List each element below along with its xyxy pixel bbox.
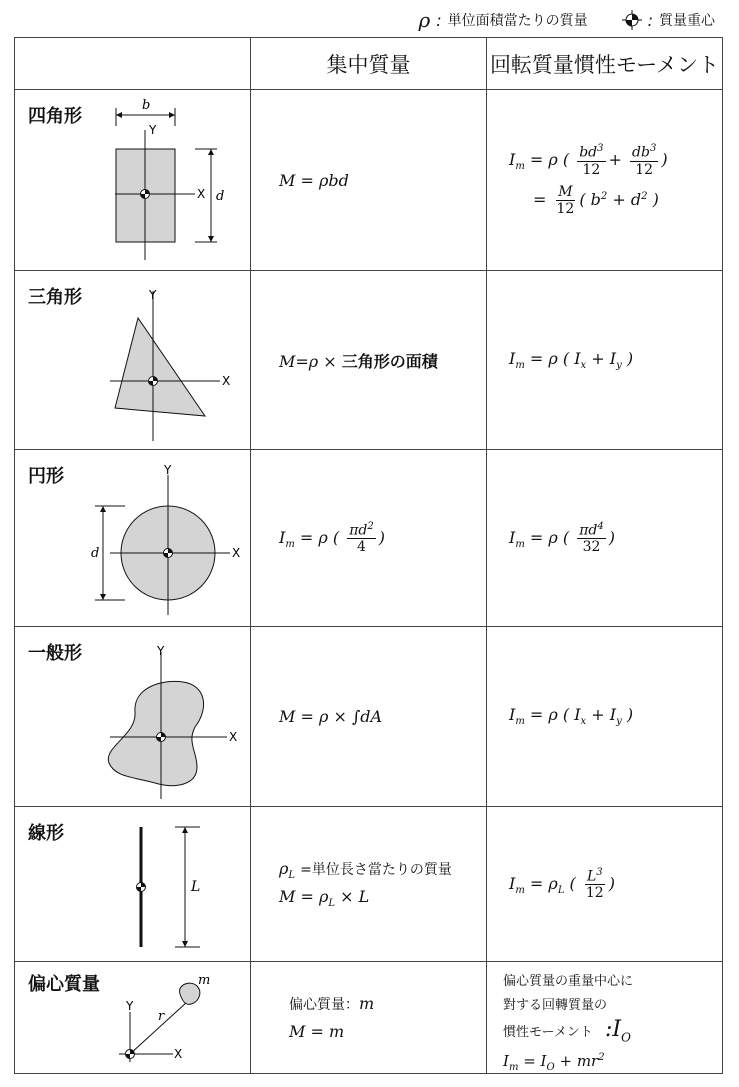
shape-cell xyxy=(15,627,251,807)
legend-colon: : xyxy=(436,10,442,30)
concentrated-mass-cell: 偏心質量：m M = m xyxy=(251,962,487,1074)
table-row xyxy=(15,271,723,450)
shape-cell xyxy=(15,90,251,271)
rotational-inertia-cell: $I_m = \rho$ ( $\frac{\pi d^4}{32}$ ) xyxy=(487,450,723,627)
general-shape-figure xyxy=(15,627,251,807)
line-figure xyxy=(15,807,251,962)
dim-L: L xyxy=(191,879,201,895)
shape-name: 三角形 xyxy=(28,287,82,308)
svg-text:Y: Y xyxy=(126,999,134,1013)
header-blank xyxy=(15,38,251,90)
shape-cell xyxy=(15,450,251,627)
eccentric-line-3: 慣性モーメント xyxy=(503,1025,593,1040)
dim-b: b xyxy=(142,98,151,113)
dim-m: m xyxy=(198,973,211,988)
header-row xyxy=(15,38,723,90)
rotational-inertia-cell: $I_m = \rho$ ( $I_x + I_y$ ) xyxy=(487,627,723,807)
concentrated-mass-cell: M = ρbd xyxy=(251,90,487,271)
shape-name: 四角形 xyxy=(28,106,82,127)
concentrated-mass-cell: M=ρ × 三角形の面積 xyxy=(251,271,487,450)
legend-centroid-text: 質量重心 xyxy=(659,13,715,29)
dim-d: d xyxy=(91,546,100,561)
svg-text:Y: Y xyxy=(149,123,157,137)
shape-cell xyxy=(15,807,251,962)
svg-text:X: X xyxy=(197,187,206,201)
rotational-inertia-cell: $I_m = \rho$ ( $I_x + I_y$ ) xyxy=(487,271,723,450)
rotational-inertia-cell: $I_m = \rho$ ( $\frac{bd^3}{12}$ + $\frac{db^3}{12}$ ) = $\frac{M}{12}$ ( $b^2 + d^2$ ) xyxy=(487,90,723,271)
legend-rho-text: 単位面積當たりの質量 xyxy=(447,13,588,29)
svg-text:X: X xyxy=(174,1047,183,1061)
eccentric-line-2: 對する回轉質量の xyxy=(503,998,608,1013)
table-row xyxy=(15,807,723,962)
table-row xyxy=(15,450,723,627)
header-concentrated-mass: 集中質量 xyxy=(251,38,487,90)
table-row xyxy=(15,627,723,807)
centroid-icon xyxy=(126,1050,135,1059)
shape-name: 円形 xyxy=(28,466,64,487)
unit-length-mass-text: =単位長さ當たりの質量 xyxy=(300,861,452,878)
centroid-icon xyxy=(157,733,166,742)
rotational-inertia-cell: 偏心質量の重量中心に 對する回轉質量の 慣性モーメント $:I_O$ $I_m = I_O + mr^2$ xyxy=(487,962,723,1074)
eccentric-line-1: 偏心質量の重量中心に xyxy=(503,974,634,989)
eccentric-mass-label: 偏心質量： xyxy=(289,996,359,1013)
svg-text:Y: Y xyxy=(164,463,172,477)
triangle-figure xyxy=(15,271,251,450)
centroid-icon xyxy=(622,10,642,30)
shape-cell xyxy=(15,962,251,1074)
svg-text:X: X xyxy=(229,730,238,744)
dim-r: r xyxy=(158,1009,165,1024)
rotational-inertia-cell: $I_m = \rho_L$ ( $\frac{L^3}{12}$ ) xyxy=(487,807,723,962)
centroid-icon xyxy=(164,549,173,558)
shape-name: 偏心質量 xyxy=(28,974,100,995)
rectangle-figure xyxy=(15,90,251,271)
header-rotational-inertia: 回転質量慣性モーメント xyxy=(487,38,723,90)
centroid-icon xyxy=(137,883,146,892)
svg-text:X: X xyxy=(232,546,241,560)
shape-cell xyxy=(15,271,251,450)
concentrated-mass-cell: $I_m = \rho$ ( $\frac{\pi d^2}{4}$ ) xyxy=(251,450,487,627)
concentrated-mass-cell: $\rho_L$ =単位長さ當たりの質量 $M = \rho_L \times L$ xyxy=(251,807,487,962)
legend xyxy=(418,8,715,32)
table-row xyxy=(15,90,723,271)
svg-text:Y: Y xyxy=(149,288,157,302)
legend-colon-2: : xyxy=(647,10,653,30)
svg-text:X: X xyxy=(222,374,231,388)
mass-property-table xyxy=(14,37,723,1074)
eccentric-mass-figure xyxy=(15,962,251,1074)
centroid-icon xyxy=(141,190,150,199)
triangle-area-text: 三角形の面積 xyxy=(341,351,438,371)
shape-name: 一般形 xyxy=(28,643,82,664)
rho-symbol: ρ xyxy=(418,8,431,32)
table-row xyxy=(15,962,723,1074)
shape-name: 線形 xyxy=(28,823,64,844)
dim-d: d xyxy=(216,189,225,204)
concentrated-mass-cell: M = ρ × ∫dA xyxy=(251,627,487,807)
centroid-icon xyxy=(149,377,158,386)
circle-figure xyxy=(15,450,251,627)
svg-text:Y: Y xyxy=(157,644,165,658)
